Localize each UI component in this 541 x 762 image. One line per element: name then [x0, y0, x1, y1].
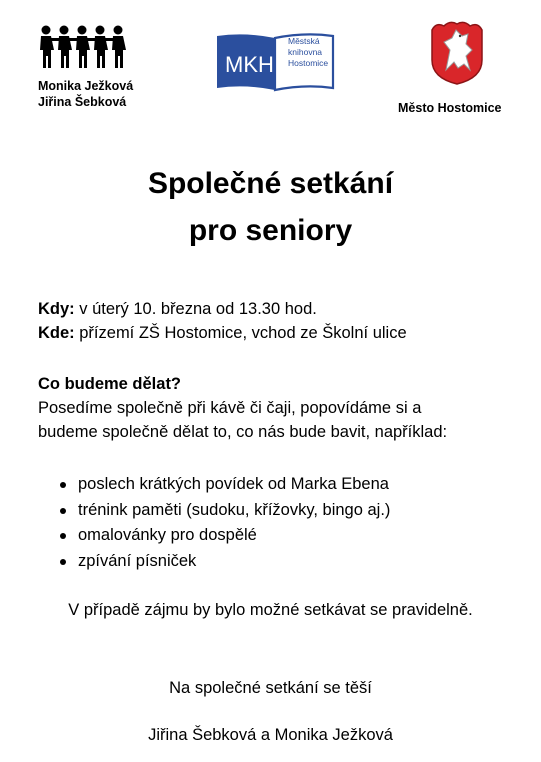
bullet-icon: [60, 482, 66, 488]
organizer-name-2: Jiřina Šebková: [38, 95, 127, 109]
bullet-icon: [60, 508, 66, 514]
closing-signature: Jiřina Šebková a Monika Ježková: [148, 726, 393, 744]
activities-intro-line2: budeme společně dělat to, co nás bude bavit, například:: [38, 423, 448, 441]
bullet-icon: [60, 533, 66, 539]
event-title-line2: pro seniory: [188, 214, 353, 247]
list-item: zpívání písniček: [56, 549, 390, 575]
organizer-name-1: Monika Ježková: [38, 79, 134, 93]
town-logo: [395, 20, 515, 115]
list-item: omalovánky pro dospělé: [56, 523, 390, 549]
library-name: Městská knihovna Hostomice: [288, 36, 329, 68]
when-value: v úterý 10. března od 13.30 hod.: [74, 300, 317, 318]
activities-list: [56, 472, 390, 574]
organizers-logo: [38, 25, 148, 110]
event-when: [38, 297, 518, 321]
where-label: Kde:: [38, 324, 75, 342]
closing-invite: Na společné setkání se těší: [169, 679, 372, 697]
bullet-icon: [60, 559, 66, 565]
list-item: poslech krátkých povídek od Marka Ebena: [56, 472, 390, 498]
activities-heading: Co budeme dělat?: [38, 375, 182, 393]
town-crest-icon: [426, 20, 488, 86]
list-item: trénink paměti (sudoku, křížovky, bingo aj.): [56, 498, 390, 524]
regular-meeting-note: V případě zájmu by bylo možné setkávat se pravidelně.: [68, 601, 473, 619]
event-where: [38, 321, 518, 345]
activities-intro-line1: Posedíme společně při kávě či čaji, popovídáme si a: [38, 399, 422, 417]
town-name: Město Hostomice: [398, 101, 502, 115]
library-logo: [215, 30, 335, 94]
event-title-line1: Společné setkání: [147, 167, 394, 200]
where-value: přízemí ZŠ Hostomice, vchod ze Školní ulice: [74, 324, 407, 342]
when-label: Kdy:: [38, 300, 75, 318]
mkh-monogram: MKH: [225, 52, 274, 77]
people-chain-icon: [38, 25, 130, 69]
